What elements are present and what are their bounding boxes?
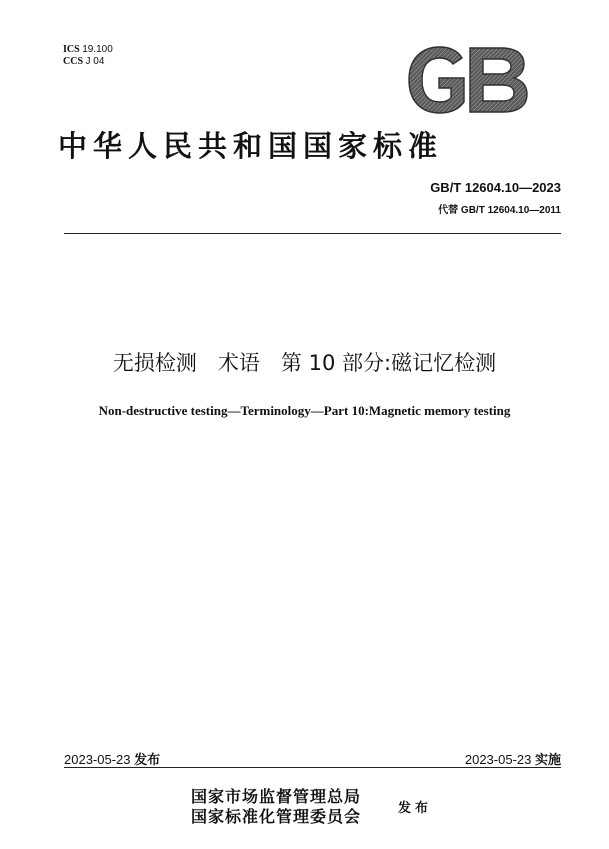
ccs-label: CCS [63, 56, 84, 67]
release-date-value: 2023-05-23 [64, 752, 131, 767]
implement-date [465, 749, 561, 768]
release-date [64, 749, 160, 768]
ccs-value: J 04 [85, 56, 105, 67]
issuer-samr: 国家市场监督管理总局 [191, 787, 362, 806]
gb-logo-icon [404, 44, 530, 116]
ccs-code [63, 56, 113, 68]
ics-code [63, 44, 113, 56]
bottom-divider [64, 767, 561, 768]
gb-logo-graphic [404, 44, 530, 116]
logo-letter-g [409, 47, 464, 113]
classification-codes [63, 44, 113, 68]
standard-number: GB/T 12604.10—2023 [430, 180, 561, 195]
implement-date-value: 2023-05-23 [464, 752, 532, 767]
issue-label: 发布 [398, 801, 433, 816]
issuer-sac: 国家标准化管理委员会 [191, 807, 362, 826]
chinese-title: 无损检测 术语 第 10 部分:磁记忆检测 [112, 351, 497, 375]
implement-label: 实施 [534, 753, 561, 768]
logo-letter-b [470, 48, 527, 112]
replaces-standard: 代替 GB/T 12604.10—2011 [438, 205, 561, 216]
ics-value: 19.100 [82, 44, 113, 55]
release-label: 发布 [134, 753, 161, 768]
page-title: 中华人民共和国国家标准 [58, 129, 444, 163]
issuing-authorities [191, 787, 361, 827]
ics-label: ICS [63, 44, 80, 55]
top-divider [64, 233, 561, 234]
english-title: Non-destructive testing—Terminology—Part 10:Magnetic memory testing [98, 403, 511, 418]
